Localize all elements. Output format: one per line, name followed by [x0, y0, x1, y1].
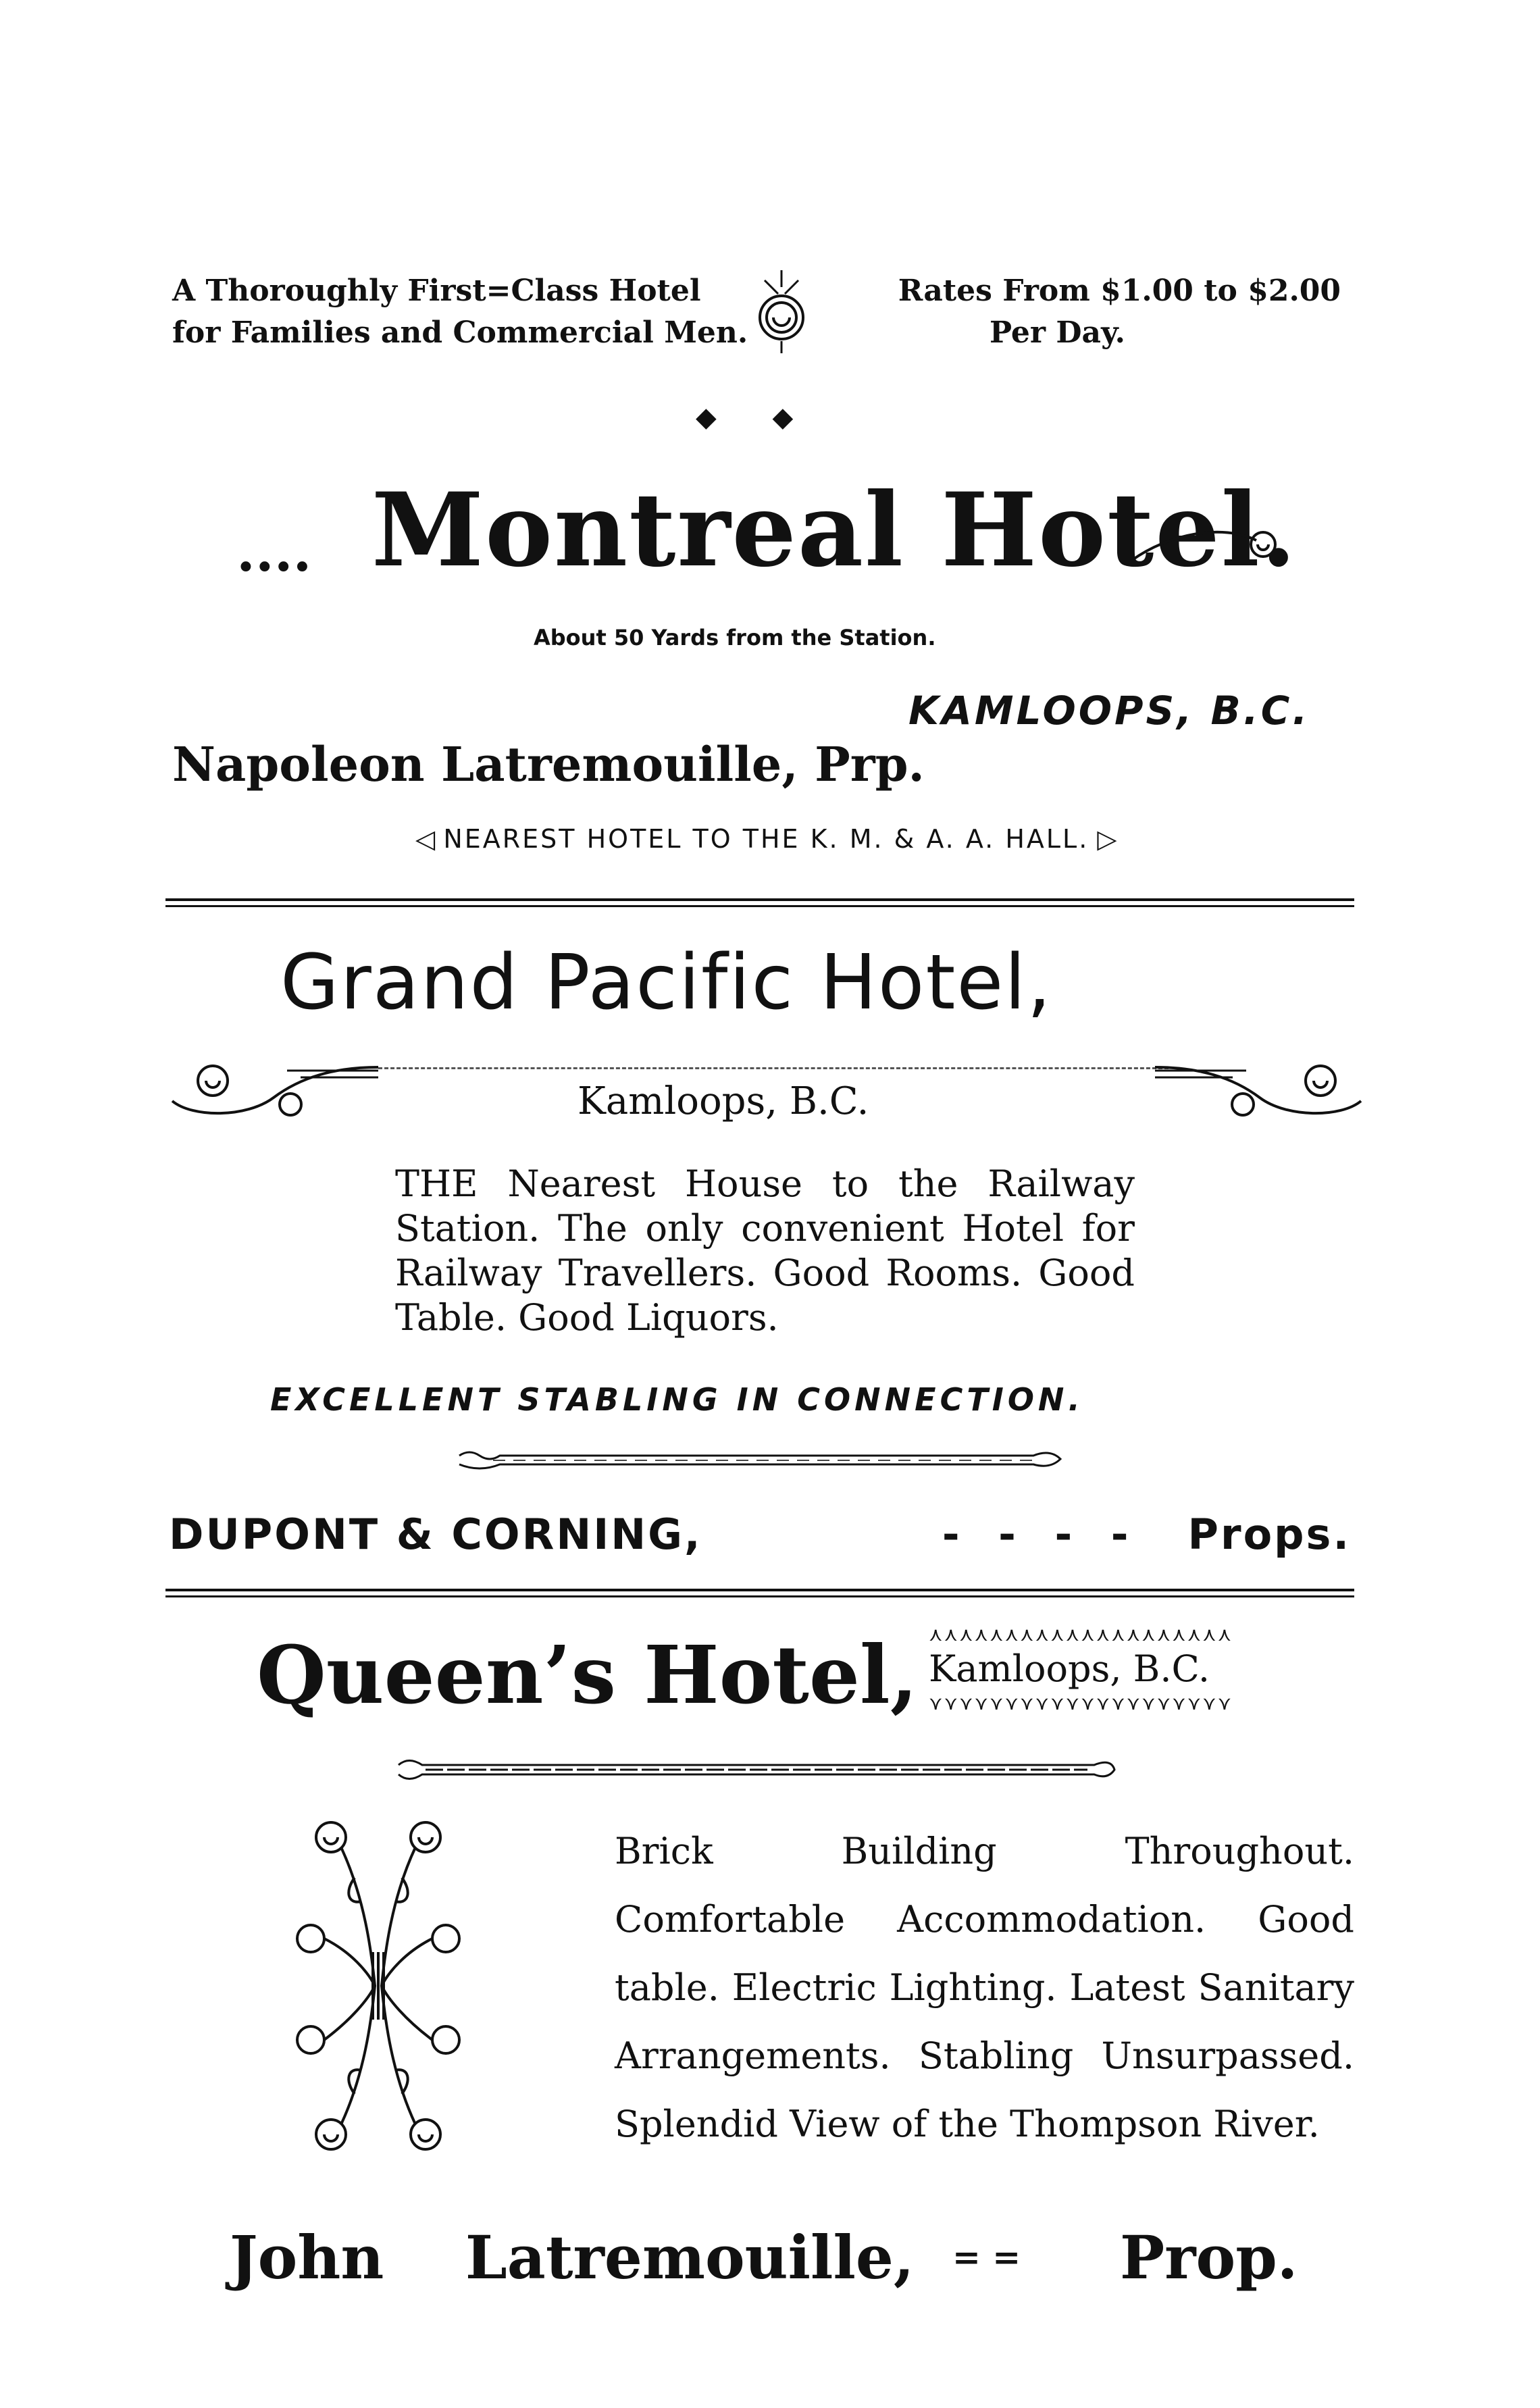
grand-pacific-proprietor-row [169, 1510, 1351, 1559]
montreal-tagline-line1: A Thoroughly First=Class Hotel [172, 274, 701, 308]
montreal-nearest-row [415, 824, 1117, 854]
grand-pacific-proprietor-name: DUPONT & CORNING, [169, 1510, 702, 1559]
montreal-title: Montreal Hotel. [371, 471, 1298, 590]
grand-pacific-location: Kamloops, B.C. [578, 1079, 869, 1123]
montreal-location: KAMLOOPS, B.C. [908, 688, 1310, 734]
grand-pacific-proprietor-dashes: - - - - [942, 1510, 1141, 1559]
montreal-nearest: NEAREST HOTEL TO THE K. M. & A. A. HALL. [443, 824, 1089, 854]
scroll-ornament-right-icon [1152, 1050, 1368, 1125]
montreal-rates-line1: Rates From $1.00 to $2.00 [898, 274, 1341, 308]
section-divider [165, 898, 1354, 907]
spiral-ornament-icon [751, 267, 812, 355]
swirl-flourish-icon [1128, 520, 1283, 574]
grand-pacific-body: THE Nearest House to the Railway Station. The only convenient Hotel for Railway Travellers. Good Rooms. Good Table. Good Liquors. [395, 1162, 1135, 1339]
scroll-flourish-icon [290, 1817, 466, 2155]
wave-ornament-icon [453, 1445, 1081, 1479]
scroll-ornament-left-icon [165, 1050, 382, 1125]
diamond-icon: ◆ [772, 402, 794, 433]
grand-pacific-title: Grand Pacific Hotel, [280, 939, 1052, 1027]
grand-pacific-proprietor-label: Props. [1187, 1510, 1351, 1559]
diamond-icon: ◆ [696, 402, 717, 433]
queens-proprietor-name: John Latremouille, [230, 2222, 915, 2292]
fringe-bottom-icon: ⋎⋎⋎⋎⋎⋎⋎⋎⋎⋎⋎⋎⋎⋎⋎⋎⋎⋎⋎⋎ [929, 1693, 1233, 1714]
grand-pacific-stabling: EXCELLENT STABLING IN CONNECTION. [270, 1381, 1084, 1418]
montreal-title-row [236, 466, 1317, 608]
pointer-right-icon: ▷ [1097, 824, 1117, 854]
section-divider [165, 1589, 1354, 1597]
queens-location-box [929, 1624, 1266, 1743]
queens-location: Kamloops, B.C. [929, 1647, 1210, 1690]
diamond-ornaments [696, 402, 793, 433]
queens-proprietor-sep: = = [952, 2237, 1021, 2277]
wave-ornament-icon [392, 1753, 1121, 1787]
montreal-subtitle: About 50 Yards from the Station. [534, 625, 936, 650]
montreal-rates [827, 270, 1341, 354]
queens-title: Queen’s Hotel, [257, 1628, 918, 1722]
pointer-left-icon: ◁ [415, 824, 436, 854]
montreal-tagline [172, 270, 767, 354]
montreal-rates-line2: Per Day. [990, 315, 1125, 350]
montreal-title-dots: .... [236, 520, 312, 584]
fringe-top-icon: ⋏⋏⋏⋏⋏⋏⋏⋏⋏⋏⋏⋏⋏⋏⋏⋏⋏⋏⋏⋏ [929, 1624, 1233, 1645]
montreal-proprietor: Napoleon Latremouille, Prp. [172, 736, 925, 792]
queens-proprietor-row [230, 2222, 1297, 2297]
queens-body: Brick Building Throughout. Comfortable Accommodation. Good table. Electric Lighting. Latest Sanitary Arrangements. Stabling Unsurpassed. Splendid View of the Thompson River. [615, 1830, 1354, 2145]
queens-proprietor-label: Prop. [1120, 2222, 1298, 2292]
ornament-line [378, 1067, 1169, 1069]
montreal-tagline-line2: for Families and Commercial Men. [172, 315, 748, 350]
